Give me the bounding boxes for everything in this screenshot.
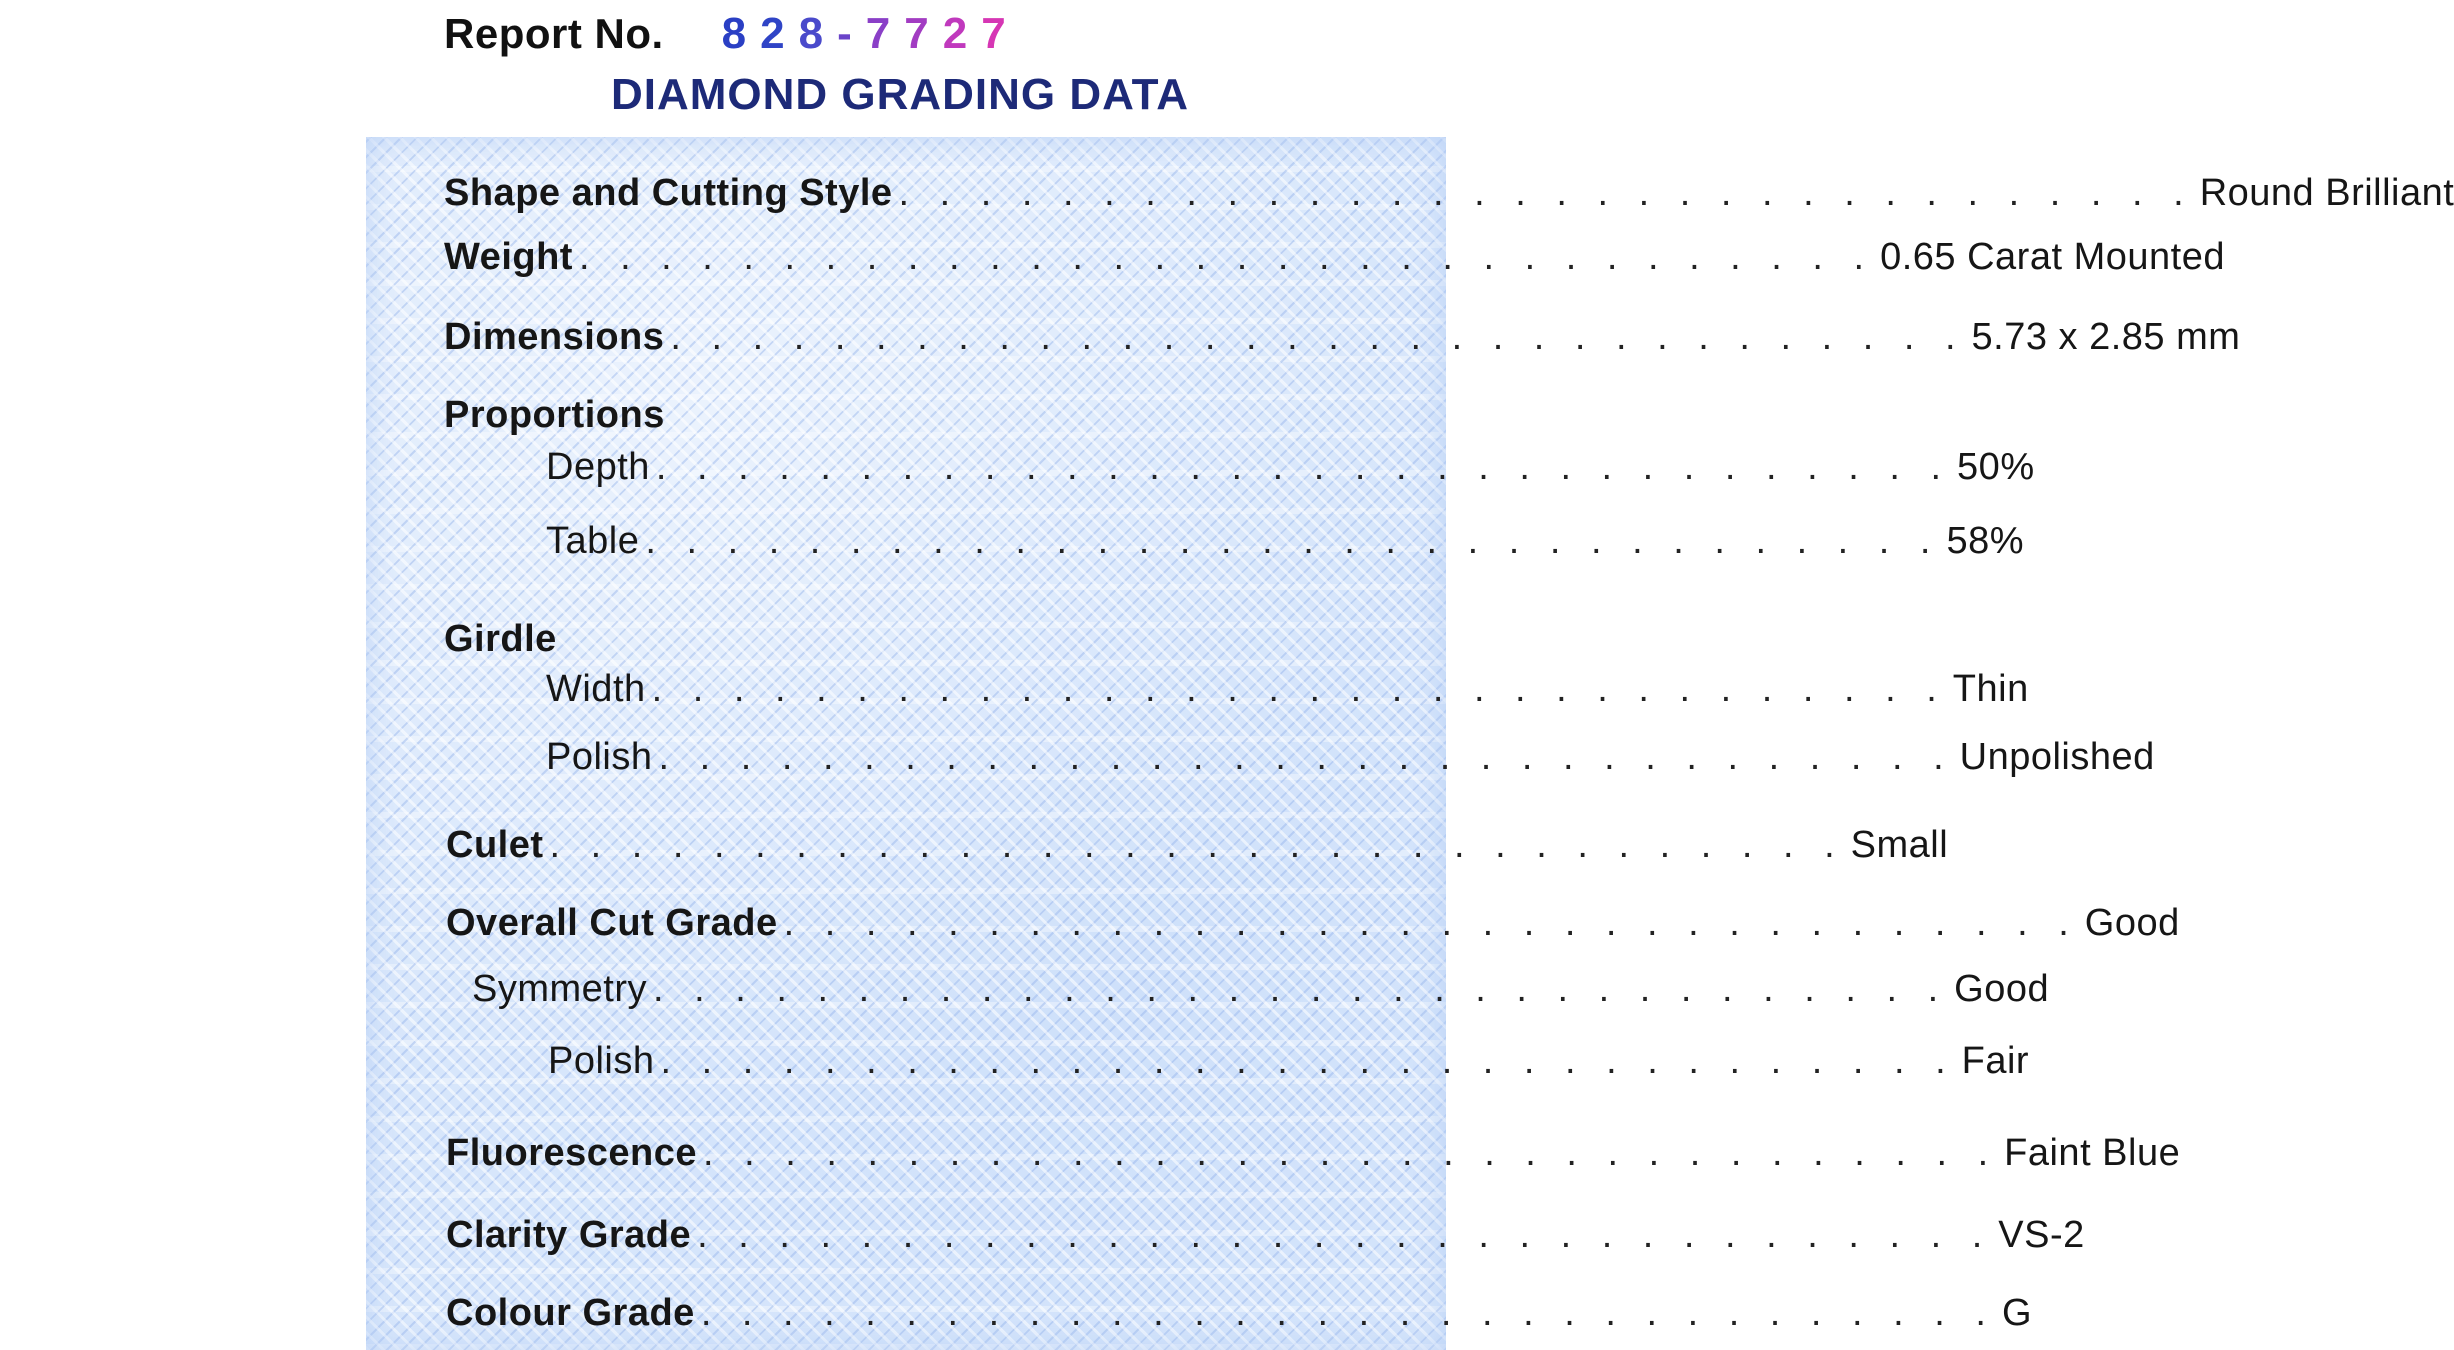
row-value: Good <box>1954 968 2050 1010</box>
row-label: Culet <box>446 824 544 866</box>
row-girdle-polish <box>546 736 2155 779</box>
row-label: Weight <box>444 236 573 278</box>
row-label: Colour Grade <box>446 1292 695 1334</box>
row-label: Overall Cut Grade <box>446 902 778 944</box>
row-value: Unpolished <box>1959 736 2155 778</box>
leader-dots: . . . . . . . . . . . . . . . . . . . . . . . . . . . . . . . . <box>655 446 1952 488</box>
row-clarity <box>446 1214 2085 1257</box>
leader-dots: . . . . . . . . . . . . . . . . . . . . . . . . . . . . . . . . <box>700 1292 1996 1334</box>
row-fluorescence <box>446 1132 2181 1175</box>
row-value: Small <box>1850 824 1949 866</box>
row-value: VS-2 <box>1998 1214 2085 1256</box>
report-digit: 7 <box>865 9 905 58</box>
row-value: Thin <box>1952 668 2029 710</box>
row-value: 50% <box>1957 446 2035 488</box>
leader-dots: . . . . . . . . . . . . . . . . . . . . . . . . . . . . . . . . <box>898 172 2194 214</box>
row-cut-grade <box>446 902 2180 945</box>
row-value: Fair <box>1961 1040 2030 1082</box>
report-digit: 7 <box>981 9 1020 58</box>
row-girdle-width <box>546 668 2029 711</box>
report-digit: 7 <box>904 9 943 58</box>
report-digit: 8 <box>721 9 761 58</box>
report-number-label: Report No. <box>444 10 664 57</box>
row-label: Width <box>546 668 646 710</box>
row-label: Fluorescence <box>446 1132 697 1174</box>
report-digit: 8 <box>798 9 838 58</box>
row-table <box>546 520 2025 563</box>
leader-dots: . . . . . . . . . . . . . . . . . . . . . . . . . . . . . . . . <box>697 1214 1993 1256</box>
leader-dots: . . . . . . . . . . . . . . . . . . . . . . . . . . . . . . . . <box>645 520 1941 562</box>
leader-dots: . . . . . . . . . . . . . . . . . . . . . . . . . . . . . . . . <box>651 668 1947 710</box>
row-polish <box>548 1040 2030 1083</box>
row-label: Clarity Grade <box>446 1214 692 1256</box>
row-value: Round Brilliant <box>2199 172 2454 214</box>
row-label: Shape and Cutting Style <box>444 172 893 214</box>
report-digit: - <box>837 9 866 58</box>
row-label: Polish <box>548 1040 655 1082</box>
section-girdle: Girdle <box>444 618 557 660</box>
leader-dots: . . . . . . . . . . . . . . . . . . . . . . . . . . . . . . . . <box>658 736 1954 778</box>
leader-dots: . . . . . . . . . . . . . . . . . . . . . . . . . . . . . . . . <box>783 902 2079 944</box>
row-dimensions <box>444 316 2241 359</box>
row-value: Good <box>2084 902 2180 944</box>
document-title <box>0 70 1800 120</box>
row-label: Symmetry <box>472 968 647 1010</box>
row-value: 5.73 x 2.85 mm <box>1971 316 2241 358</box>
report-digit: 2 <box>942 9 982 58</box>
row-label: Table <box>546 520 640 562</box>
row-symmetry <box>472 968 2050 1011</box>
row-culet <box>446 824 1949 867</box>
report-number-value <box>722 9 1020 59</box>
row-value: 0.65 Carat Mounted <box>1880 236 2225 278</box>
row-value: Faint Blue <box>2004 1132 2181 1174</box>
row-label: Dimensions <box>444 316 665 358</box>
leader-dots: . . . . . . . . . . . . . . . . . . . . . . . . . . . . . . . . <box>578 236 1875 278</box>
row-value: G <box>2001 1292 2033 1334</box>
row-label: Polish <box>546 736 653 778</box>
leader-dots: . . . . . . . . . . . . . . . . . . . . . . . . . . . . . . . . <box>670 316 1966 358</box>
section-proportions: Proportions <box>444 394 665 436</box>
leader-dots: . . . . . . . . . . . . . . . . . . . . . . . . . . . . . . . . <box>660 1040 1956 1082</box>
leader-dots: . . . . . . . . . . . . . . . . . . . . . . . . . . . . . . . . <box>653 968 1949 1010</box>
report-digit: 2 <box>760 9 799 58</box>
row-colour <box>446 1292 2033 1335</box>
row-weight <box>444 236 2225 279</box>
row-value: 58% <box>1946 520 2025 562</box>
row-depth <box>546 446 2035 489</box>
leader-dots: . . . . . . . . . . . . . . . . . . . . . . . . . . . . . . . . <box>549 824 1845 866</box>
row-label: Depth <box>546 446 650 488</box>
leader-dots: . . . . . . . . . . . . . . . . . . . . . . . . . . . . . . . . <box>703 1132 1999 1174</box>
row-shape <box>444 172 2454 215</box>
document-title-text: DIAMOND GRADING DATA <box>610 70 1190 119</box>
report-number-line <box>444 6 1020 62</box>
